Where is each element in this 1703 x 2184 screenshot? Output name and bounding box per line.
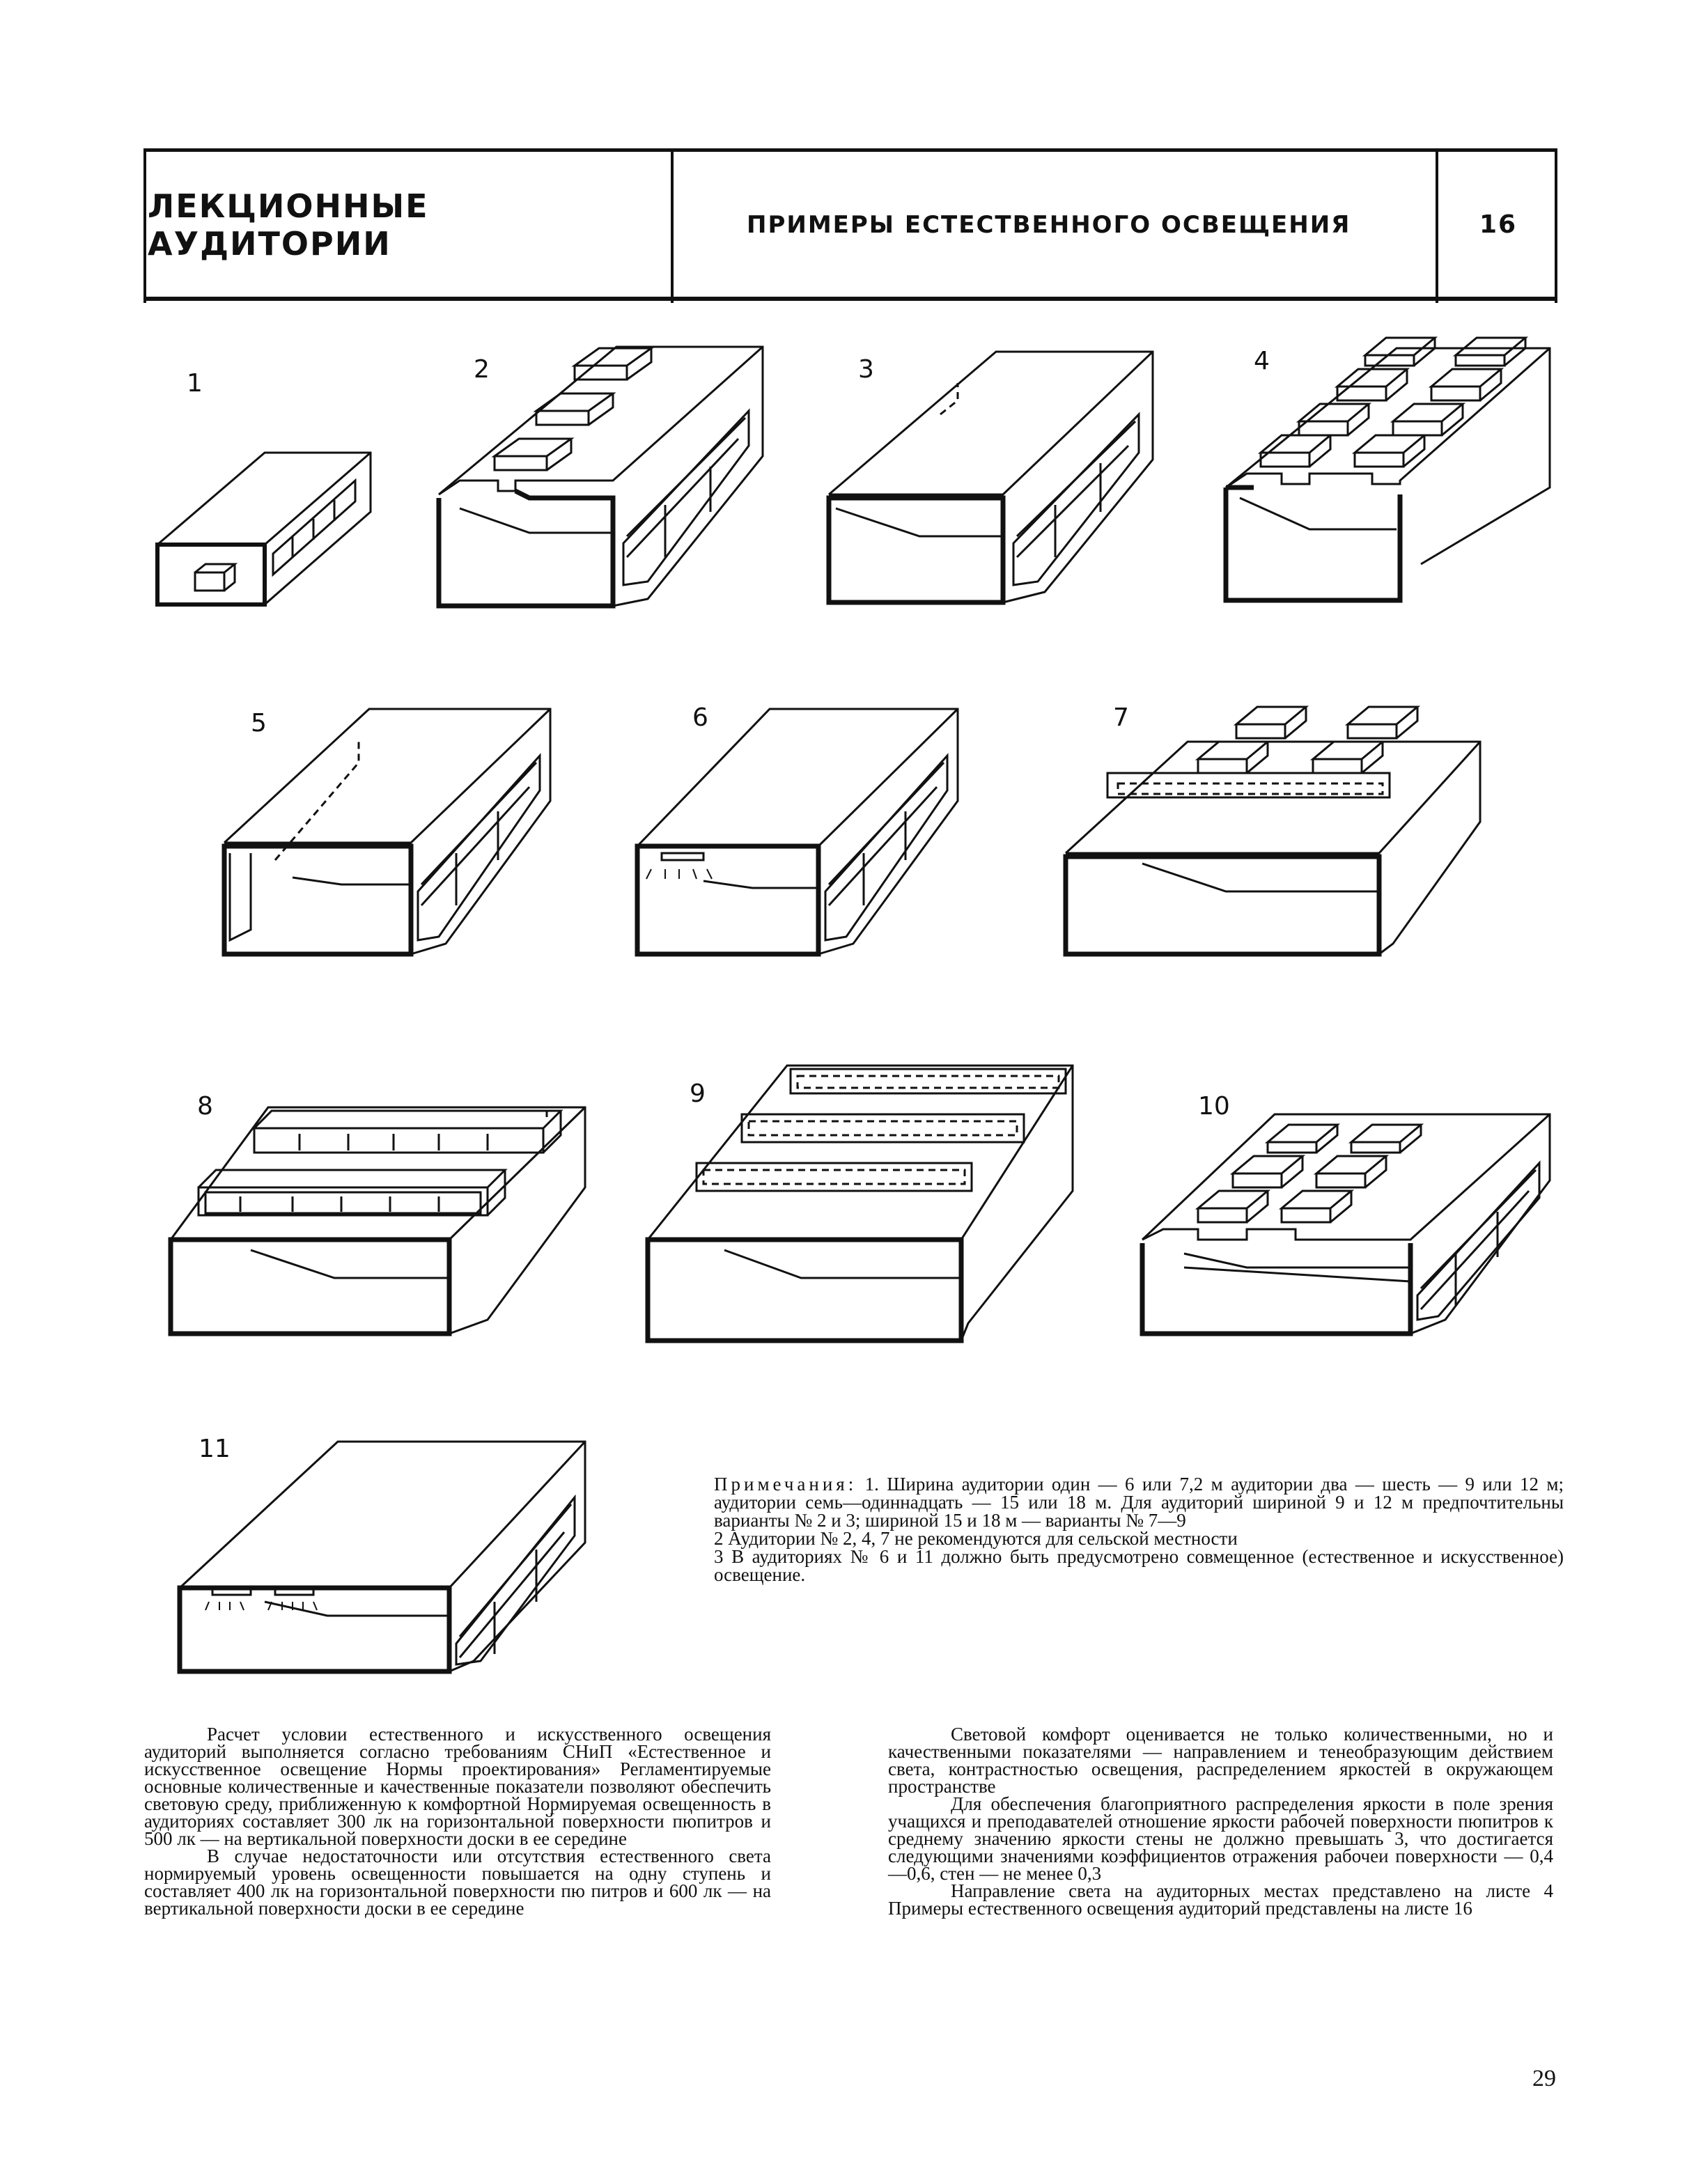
body-paragraph: В случае недостаточности или отсутствия естественного света нормируемый уровень освещенности повышается на одну ступень и составляет 400 лк на горизонтальной поверхности пю питров и 600 лк — на вертикальной поверхности доски в ее середине bbox=[144, 1846, 771, 1919]
figure-label-4: 4 bbox=[1254, 347, 1270, 375]
figure-label-6: 6 bbox=[692, 703, 708, 732]
figure-label-8: 8 bbox=[197, 1092, 213, 1121]
figure-label-3: 3 bbox=[858, 355, 874, 384]
sheet-number: 16 bbox=[1479, 210, 1518, 239]
figure-6-drawing bbox=[637, 709, 958, 954]
figure-2-drawing bbox=[439, 347, 763, 606]
body-paragraph: Расчет условии естественного и искусственного освещения аудиторий выполняется согласно требованиям СНиП «Естественное и искусственное освещение Нормы проектирования» Регламентируемые основные количественные и качественные показатели позволяют обеспечить световую среду, приближенную к комфортной Нормируемая освещенность в аудиториях составляет 300 лк на горизонтальной поверхности пюпитров и 500 лк — на вертикальной поверхности доски в ее середине bbox=[144, 1724, 771, 1849]
figure-8-drawing bbox=[171, 1107, 585, 1334]
notes-heading: Примечания: bbox=[714, 1474, 857, 1495]
note-2: 2 Аудитории № 2, 4, 7 не рекомендуются для сельской местности bbox=[714, 1528, 1238, 1549]
note-1 bbox=[714, 1475, 1564, 1529]
note-3: 3 В аудиториях № 6 и 11 должно быть предусмотрено совмещенное (естественное и искусственное) освещение. bbox=[714, 1546, 1564, 1585]
figure-label-2: 2 bbox=[474, 355, 490, 384]
body-column-left bbox=[144, 1726, 771, 1917]
page-number: 29 bbox=[1532, 2066, 1556, 2091]
figure-label-11: 11 bbox=[199, 1435, 231, 1463]
figure-1-drawing bbox=[157, 453, 371, 604]
body-paragraph: Направление света на аудиторных местах представлено на листе 4 Примеры естественного освещения аудиторий представлены на листе 16 bbox=[888, 1880, 1553, 1919]
figure-label-1: 1 bbox=[187, 369, 203, 398]
figure-11-drawing bbox=[180, 1442, 585, 1671]
figure-9-drawing bbox=[648, 1066, 1073, 1341]
section-title: ЛЕКЦИОННЫЕ АУДИТОРИИ bbox=[148, 187, 429, 263]
figure-label-7: 7 bbox=[1113, 703, 1129, 732]
note-1-text: 1. Ширина аудитории один — 6 или 7,2 м аудитории два — шесть — 9 или 12 м; аудитории семь—одиннадцать — 15 или 18 м. Для аудиторий шириной 9 и 12 м предпочтительны варианты № 2 и 3; шириной 15 и 18 м — варианты № 7—9 bbox=[714, 1474, 1564, 1531]
figure-4-drawing bbox=[1226, 338, 1550, 600]
body-paragraph: Для обеспечения благоприятного распределения яркости в поле зрения учащихся и преподавателей отношение яркости рабочей поверхности пюпитров к среднему значению яркости стены не должно превышать 3, что достигается следующими значениями коэффициентов отражения рабочеи поверхности — 0,4—0,6, стен — не менее 0,3 bbox=[888, 1793, 1553, 1884]
body-column-right bbox=[888, 1726, 1553, 1917]
figure-7-drawing bbox=[1066, 707, 1480, 954]
figure-3-drawing bbox=[829, 352, 1153, 602]
figure-10-drawing bbox=[1142, 1114, 1550, 1334]
figure-label-9: 9 bbox=[690, 1079, 706, 1108]
figure-label-10: 10 bbox=[1198, 1092, 1230, 1121]
figure-5-drawing bbox=[224, 709, 550, 954]
figure-label-5: 5 bbox=[251, 709, 267, 738]
body-paragraph: Световой комфорт оценивается не только количественными, но и качественными показателями — направлением и тенеобразующим действием света, контрастностью освещения, распределением яркостей в окружающем пространстве bbox=[888, 1724, 1553, 1797]
sheet-title: ПРИМЕРЫ ЕСТЕСТВЕННОГО ОСВЕЩЕНИЯ bbox=[747, 210, 1351, 239]
notes-block bbox=[714, 1475, 1564, 1584]
